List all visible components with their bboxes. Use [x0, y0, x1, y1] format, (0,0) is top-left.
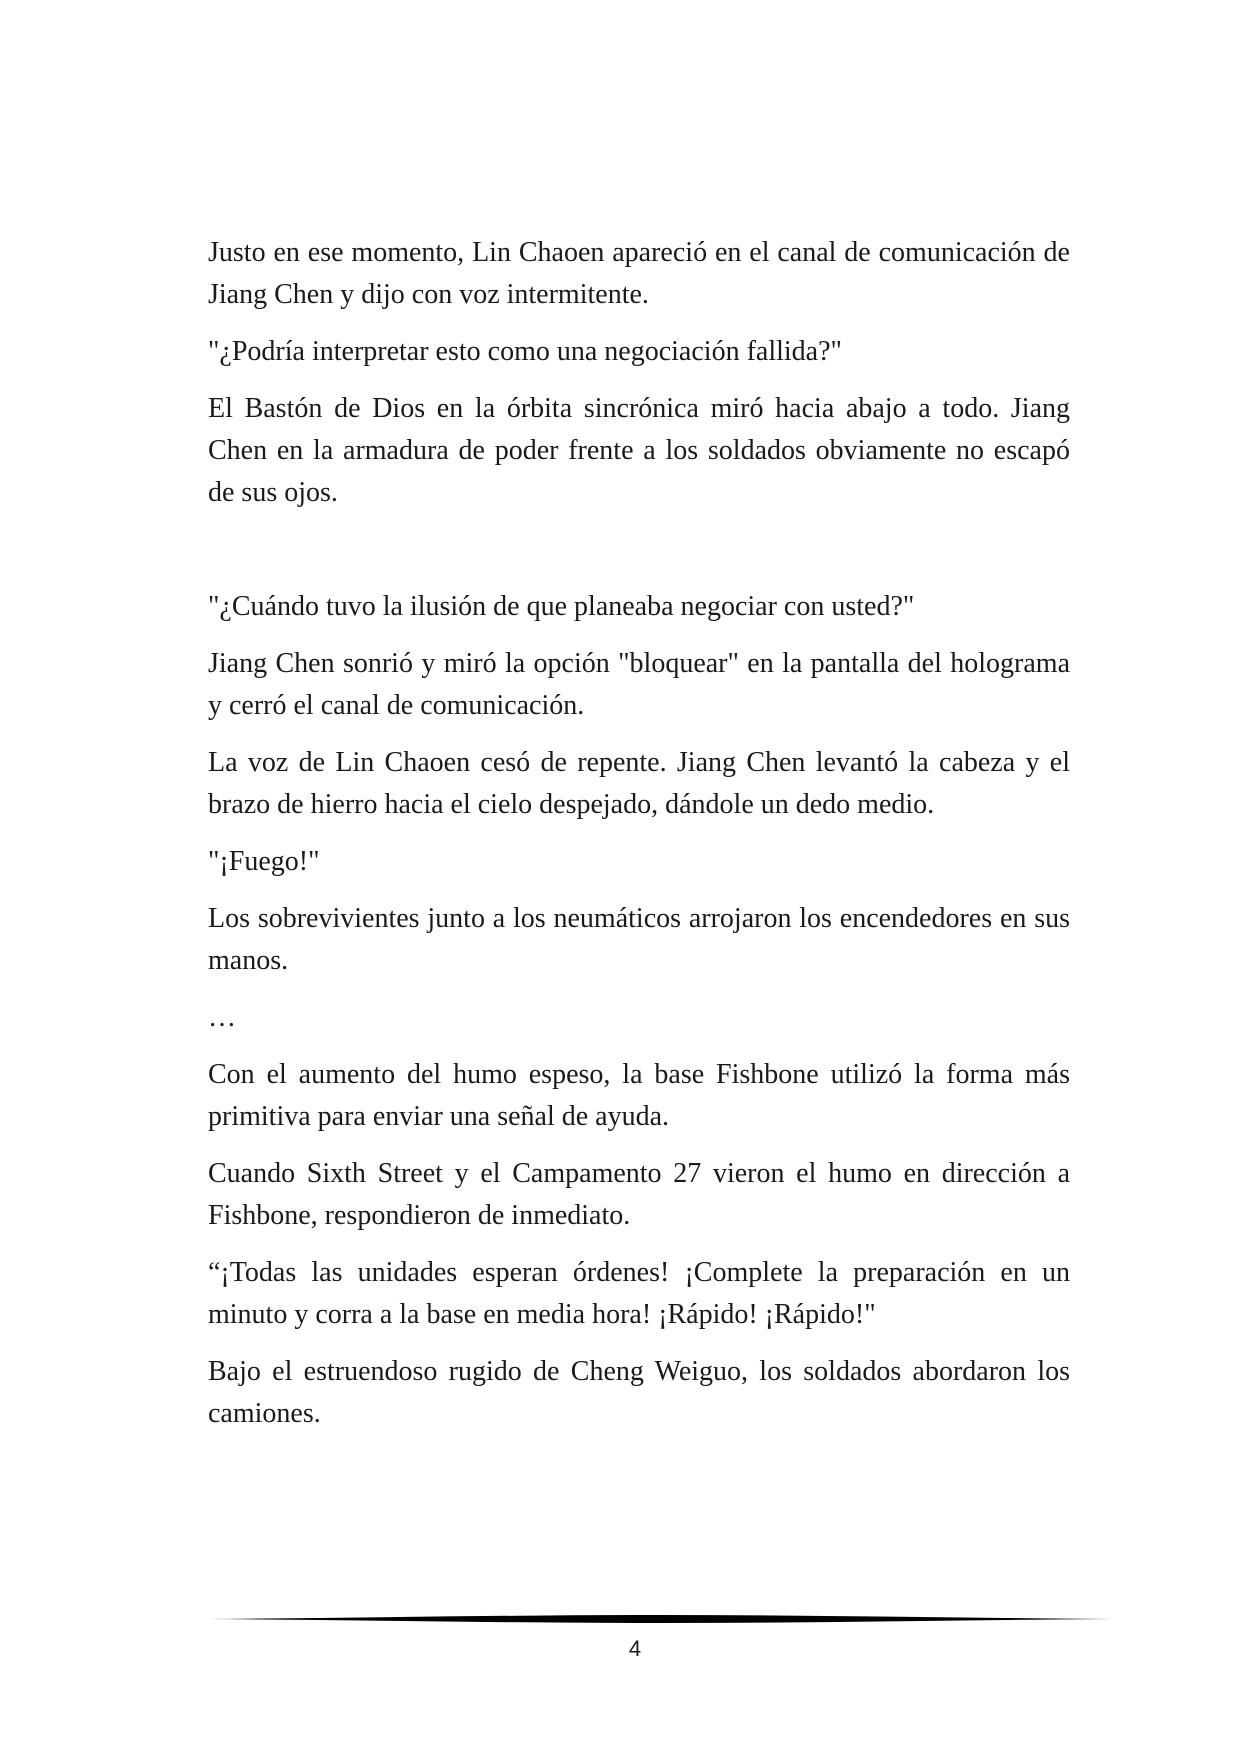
paragraph: Los sobrevivientes junto a los neumáticos arrojaron los encendedores en sus manos. [208, 903, 1070, 976]
paragraph: Jiang Chen sonrió y miró la opción "bloquear" en la pantalla del holograma y cerró el canal de comunicación. [208, 648, 1070, 721]
paragraph: "¿Podría interpretar esto como una negociación fallida?" [208, 336, 842, 367]
page-body [208, 232, 1070, 1450]
paragraph: Cuando Sixth Street y el Campamento 27 vieron el humo en dirección a Fishbone, respondieron de inmediato. [208, 1158, 1070, 1231]
paragraph: El Bastón de Dios en la órbita sincrónica miró hacia abajo a todo. Jiang Chen en la armadura de poder frente a los soldados obviamente no escapó de sus ojos. [208, 393, 1070, 508]
paragraph: "¿Cuándo tuvo la ilusión de que planeaba negociar con usted?" [208, 591, 915, 622]
paragraph: Con el aumento del humo espeso, la base Fishbone utilizó la forma más primitiva para enviar una señal de ayuda. [208, 1059, 1070, 1132]
page-number: 4 [628, 1636, 642, 1661]
paragraph: Bajo el estruendoso rugido de Cheng Weiguo, los soldados abordaron los camiones. [208, 1356, 1070, 1429]
paragraph: “¡Todas las unidades esperan órdenes! ¡Complete la preparación en un minuto y corra a la base en media hora! ¡Rápido! ¡Rápido!" [208, 1257, 1070, 1330]
paragraph: La voz de Lin Chaoen cesó de repente. Jiang Chen levantó la cabeza y el brazo de hierro hacia el cielo despejado, dándole un dedo medio. [208, 747, 1070, 820]
footer-divider [208, 1613, 1112, 1625]
paragraph: Justo en ese momento, Lin Chaoen apareció en el canal de comunicación de Jiang Chen y dijo con voz intermitente. [208, 237, 1070, 310]
paragraph: … [208, 1002, 236, 1033]
paragraph: "¡Fuego!" [208, 846, 320, 877]
